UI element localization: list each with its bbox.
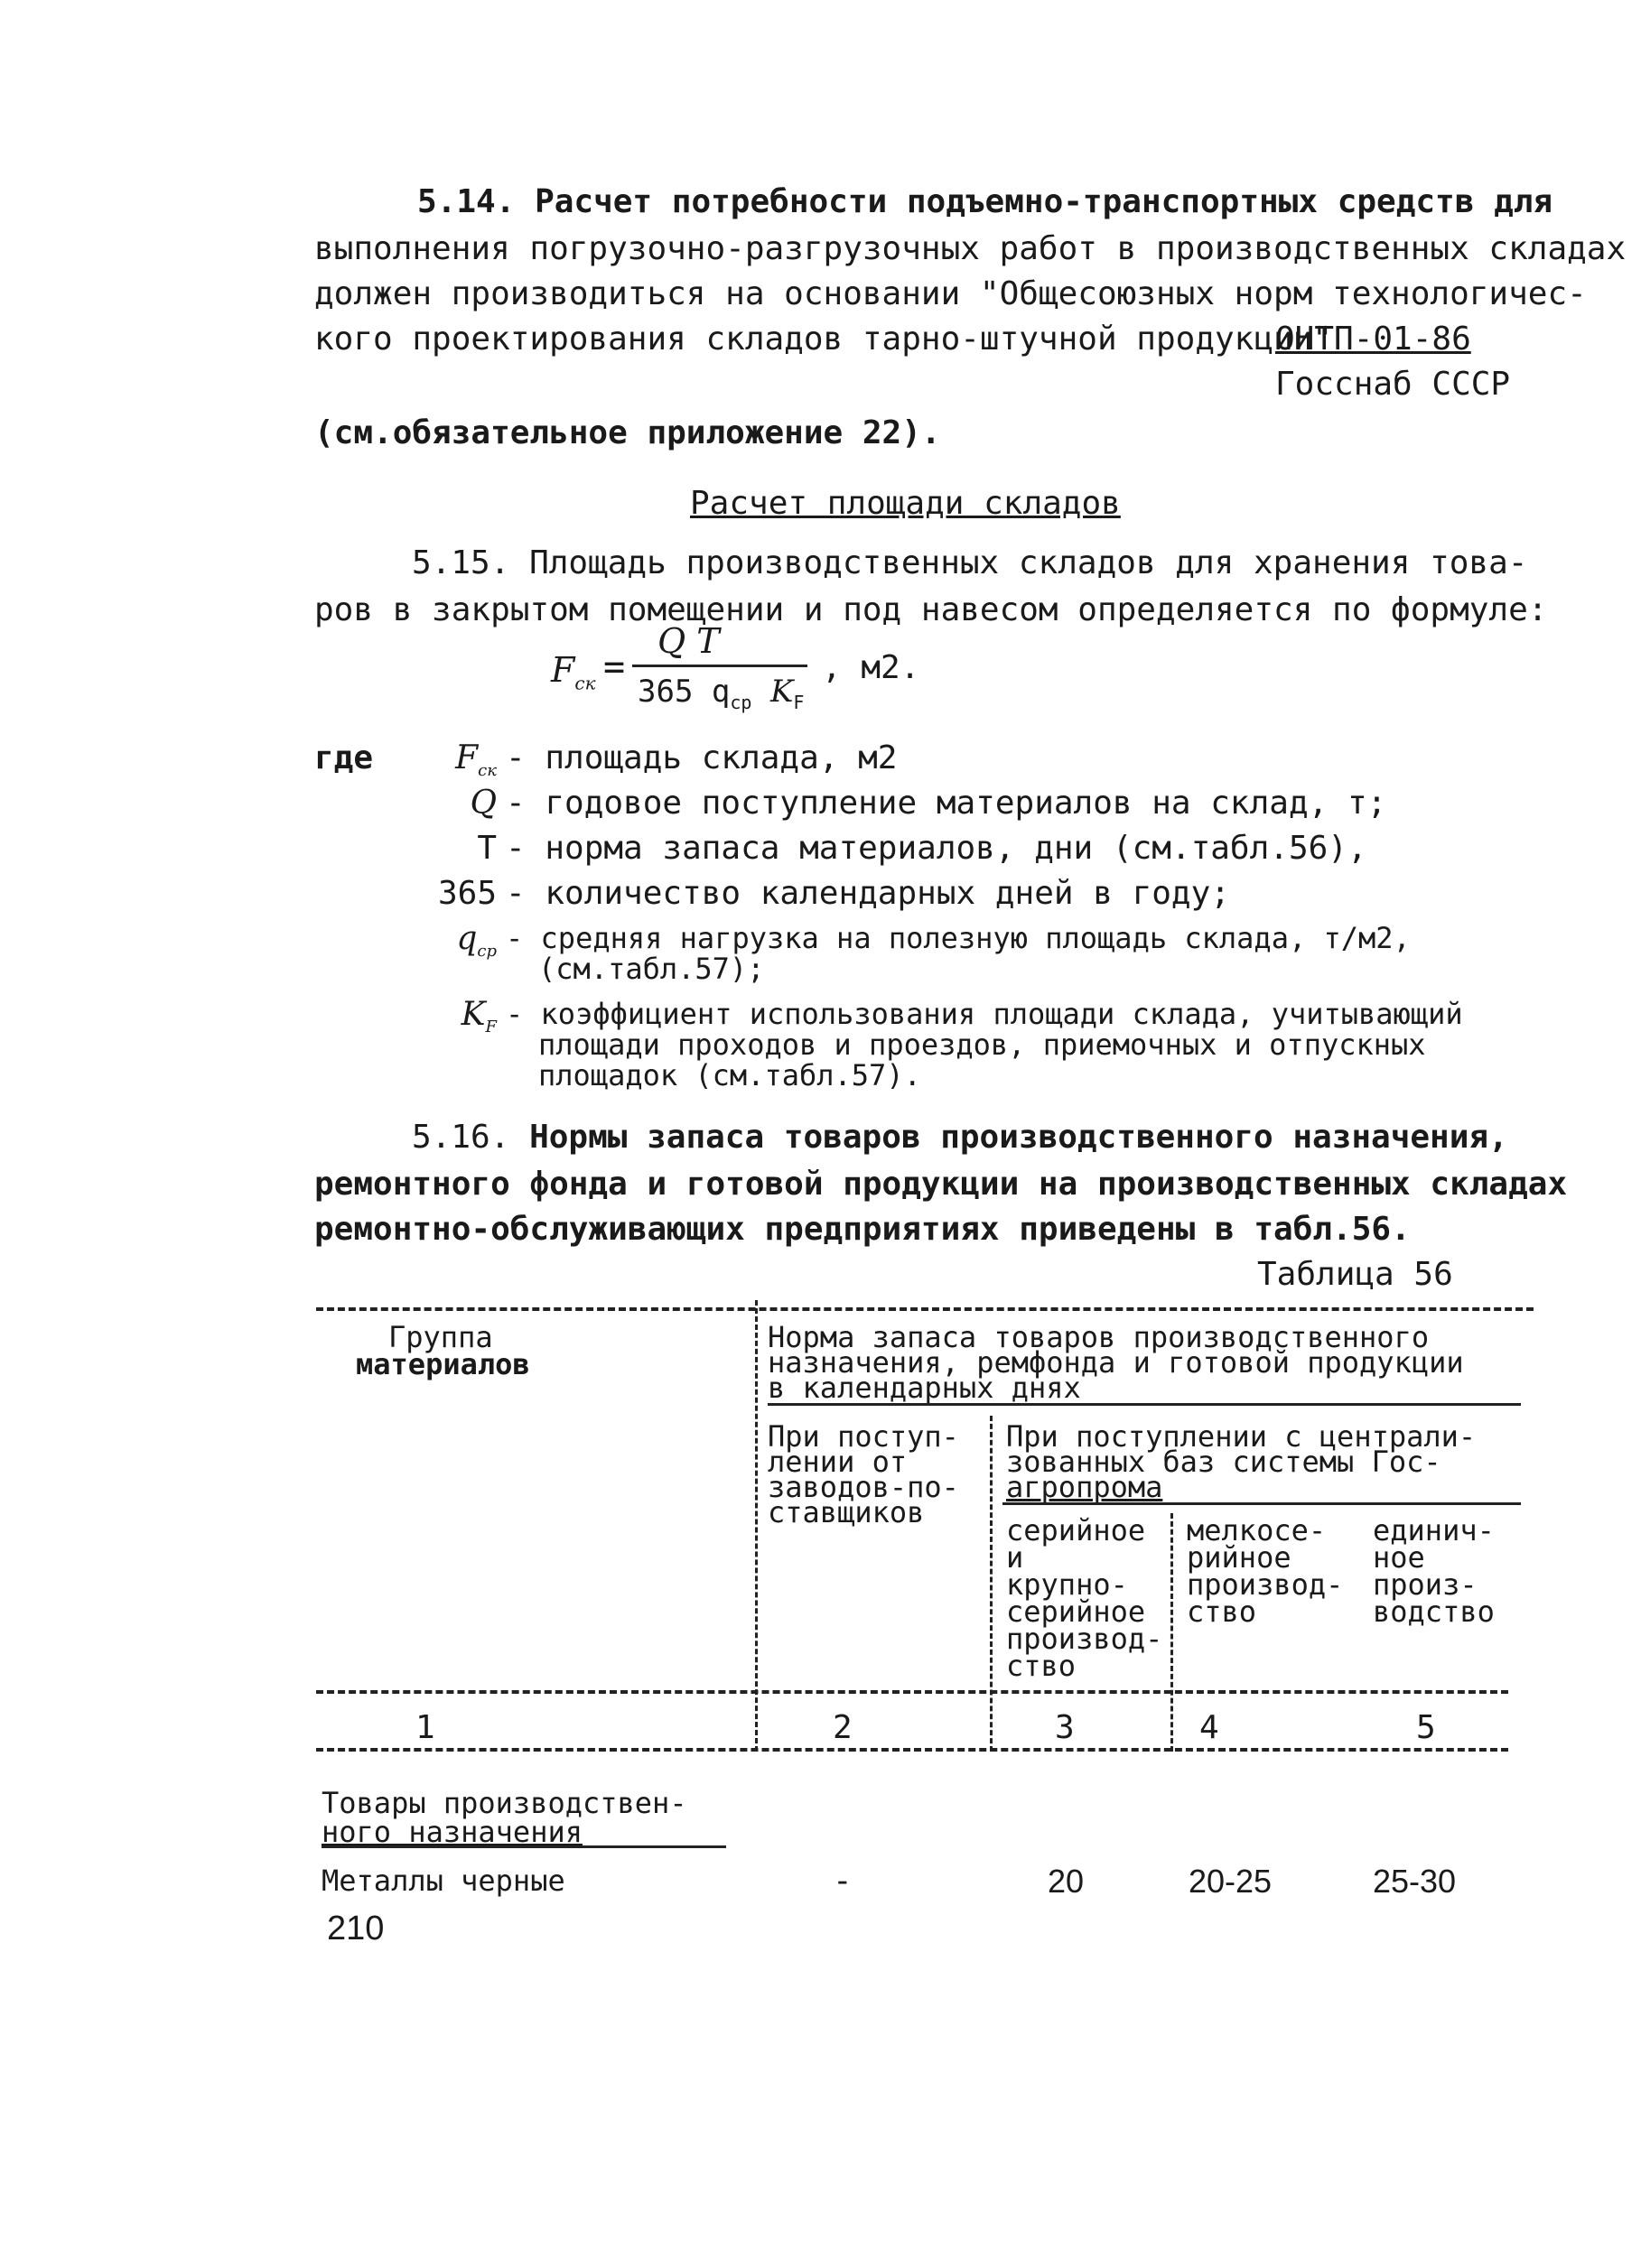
para-5-16-line3: ремонтно-обслуживающих предприятиях приведены в табл.56. bbox=[314, 1211, 1411, 1248]
formula-lhs-sub: ск bbox=[574, 672, 596, 694]
head-group-2: материалов bbox=[356, 1347, 530, 1381]
head-col3-line4: производ- bbox=[1006, 1622, 1163, 1656]
formula-den-tail-sub: F bbox=[793, 691, 805, 713]
head-col5 bbox=[1373, 1513, 1535, 1629]
legend-text-k: - коэффициент использования площади склада, учитывающий bbox=[506, 997, 1463, 1031]
col-number-3: 3 bbox=[1055, 1709, 1075, 1746]
legend-text-365: - количество календарных дней в году; bbox=[506, 875, 1230, 912]
group-label-2: ного назначения bbox=[322, 1815, 583, 1849]
head-col3-line1: серийное bbox=[1006, 1513, 1146, 1548]
head-direct-3: заводов-по- bbox=[768, 1470, 959, 1504]
legend-text-q: - годовое поступление материалов на склад, т; bbox=[506, 785, 1387, 822]
head-col3-line3: серийное bbox=[1006, 1594, 1146, 1629]
para-5-15-line1: Площадь производственных складов для хранения това- bbox=[529, 544, 1528, 581]
para-5-16-number: 5.16. bbox=[412, 1119, 510, 1156]
head-norm-2: назначения, ремфонда и готовой продукции bbox=[768, 1345, 1464, 1380]
formula-den-tail: K bbox=[769, 674, 794, 710]
head-group-1: Группа bbox=[388, 1320, 493, 1354]
head-norm-underline bbox=[768, 1403, 1521, 1406]
head-col5-line3: произ- bbox=[1373, 1567, 1478, 1602]
formula-den-sub: ср bbox=[730, 691, 752, 713]
row-col5: 25-30 bbox=[1373, 1863, 1457, 1900]
legend-text-q-avg: - средняя нагрузка на полезную площадь склада, т/м2, bbox=[506, 921, 1411, 955]
legend-text-q-avg-2: (см.табл.57); bbox=[538, 952, 765, 986]
section-title: Расчет площади складов bbox=[690, 485, 1121, 522]
formula-numerator: Q T bbox=[657, 621, 720, 661]
table-header-rule bbox=[316, 1690, 1508, 1694]
legend-symbol-k: K bbox=[461, 996, 486, 1033]
col-number-4: 4 bbox=[1199, 1709, 1219, 1746]
row-col3: 20 bbox=[1048, 1863, 1085, 1900]
head-central-1: При поступлении с централи- bbox=[1006, 1419, 1477, 1454]
row-name: Металлы черные bbox=[322, 1864, 565, 1898]
para-5-16-line1: Нормы запаса товаров производственного назначения, bbox=[529, 1119, 1508, 1156]
head-central-2: зованных баз системы Гос- bbox=[1006, 1445, 1441, 1479]
para-5-15-line2: ров в закрытом помещении и под навесом определяется по формуле: bbox=[314, 591, 1548, 628]
para-5-14-line5: (см.обязательное приложение 22). bbox=[314, 414, 941, 451]
table-col1-divider bbox=[755, 1300, 758, 1752]
legend-text-k-2: площади проходов и проездов, приемочных и отпускных bbox=[538, 1027, 1426, 1062]
col-number-5: 5 bbox=[1416, 1709, 1436, 1746]
legend-symbol-365: 365 bbox=[437, 875, 497, 912]
col-number-1: 1 bbox=[415, 1709, 435, 1746]
head-col4-line3: производ- bbox=[1187, 1567, 1344, 1602]
para-5-15-number: 5.15. bbox=[412, 544, 510, 581]
head-col3 bbox=[1006, 1513, 1163, 1683]
head-col5-line2: ное bbox=[1373, 1540, 1425, 1575]
table-col2-divider bbox=[990, 1416, 993, 1752]
head-col3-line2: и крупно- bbox=[1006, 1540, 1128, 1602]
row-col4: 20-25 bbox=[1189, 1863, 1273, 1900]
head-central-underline bbox=[1002, 1502, 1521, 1505]
para-5-16-line2: ремонтного фонда и готовой продукции на производственных складах bbox=[314, 1166, 1568, 1203]
head-col3-line5: ство bbox=[1006, 1649, 1077, 1683]
head-col4-line4: ство bbox=[1187, 1594, 1257, 1629]
legend-text-k-3: площадок (см.табл.57). bbox=[538, 1058, 921, 1092]
formula-fraction-bar bbox=[632, 665, 807, 667]
head-col4 bbox=[1187, 1513, 1367, 1629]
head-central-3: агропрома bbox=[1006, 1470, 1163, 1504]
legend-symbol-t: T bbox=[477, 830, 497, 867]
legend-symbol-f: F bbox=[455, 739, 479, 776]
head-col5-line4: водство bbox=[1373, 1594, 1495, 1629]
head-norm-3: в календарных днях bbox=[768, 1371, 1081, 1405]
head-col4-line1: мелкосе- bbox=[1187, 1513, 1327, 1548]
para-5-14-number: 5.14. bbox=[417, 183, 516, 220]
row-col2: - bbox=[833, 1863, 853, 1900]
formula-denominator: 365 q bbox=[638, 674, 731, 710]
table-caption: Таблица 56 bbox=[1257, 1256, 1453, 1293]
group-label-underline bbox=[322, 1845, 726, 1848]
group-label-1: Товары производствен- bbox=[322, 1786, 687, 1820]
table-numbers-rule bbox=[316, 1748, 1508, 1752]
formula-equals: = bbox=[603, 646, 626, 688]
page-number: 210 bbox=[327, 1910, 385, 1947]
head-norm-1: Норма запаса товаров производственного bbox=[768, 1320, 1430, 1354]
norm-organization: Госснаб СССР bbox=[1275, 366, 1511, 403]
table-col3-divider bbox=[1170, 1513, 1173, 1752]
head-col5-line1: единич- bbox=[1373, 1513, 1495, 1548]
para-5-14-line2: выполнения погрузочно-разгрузочных работ в производственных складах bbox=[314, 230, 1627, 267]
col-number-2: 2 bbox=[833, 1709, 853, 1746]
legend-symbol-q-avg-sub: ср bbox=[477, 942, 497, 962]
legend-symbol-q-avg: q bbox=[456, 920, 478, 957]
head-direct-2: лении от bbox=[768, 1445, 908, 1479]
norm-code: ОНТП-01-86 bbox=[1275, 321, 1471, 358]
table-top-rule bbox=[316, 1307, 1534, 1311]
legend-symbol-k-sub: F bbox=[485, 1018, 497, 1037]
legend-symbol-f-sub: ск bbox=[478, 761, 497, 781]
legend-symbol-q: Q bbox=[470, 785, 497, 822]
formula-lhs: F bbox=[551, 650, 575, 690]
para-5-14-line4: кого проектирования складов тарно-штучной продукции" bbox=[314, 321, 1333, 358]
head-direct-1: При поступ- bbox=[768, 1419, 959, 1454]
legend-where: где bbox=[314, 739, 374, 776]
legend-text-f: - площадь склада, м2 bbox=[506, 739, 898, 776]
head-direct-4: ставщиков bbox=[768, 1495, 925, 1529]
legend-text-t: - норма запаса материалов, дни (см.табл.56), bbox=[506, 830, 1367, 867]
para-5-14-line3: должен производиться на основании "Общесоюзных норм технологичес- bbox=[314, 275, 1587, 312]
para-5-14-line1: Расчет потребности подъемно-транспортных средств для bbox=[535, 183, 1553, 220]
formula-unit: , м2. bbox=[822, 649, 920, 686]
head-col4-line2: рийное bbox=[1187, 1540, 1291, 1575]
